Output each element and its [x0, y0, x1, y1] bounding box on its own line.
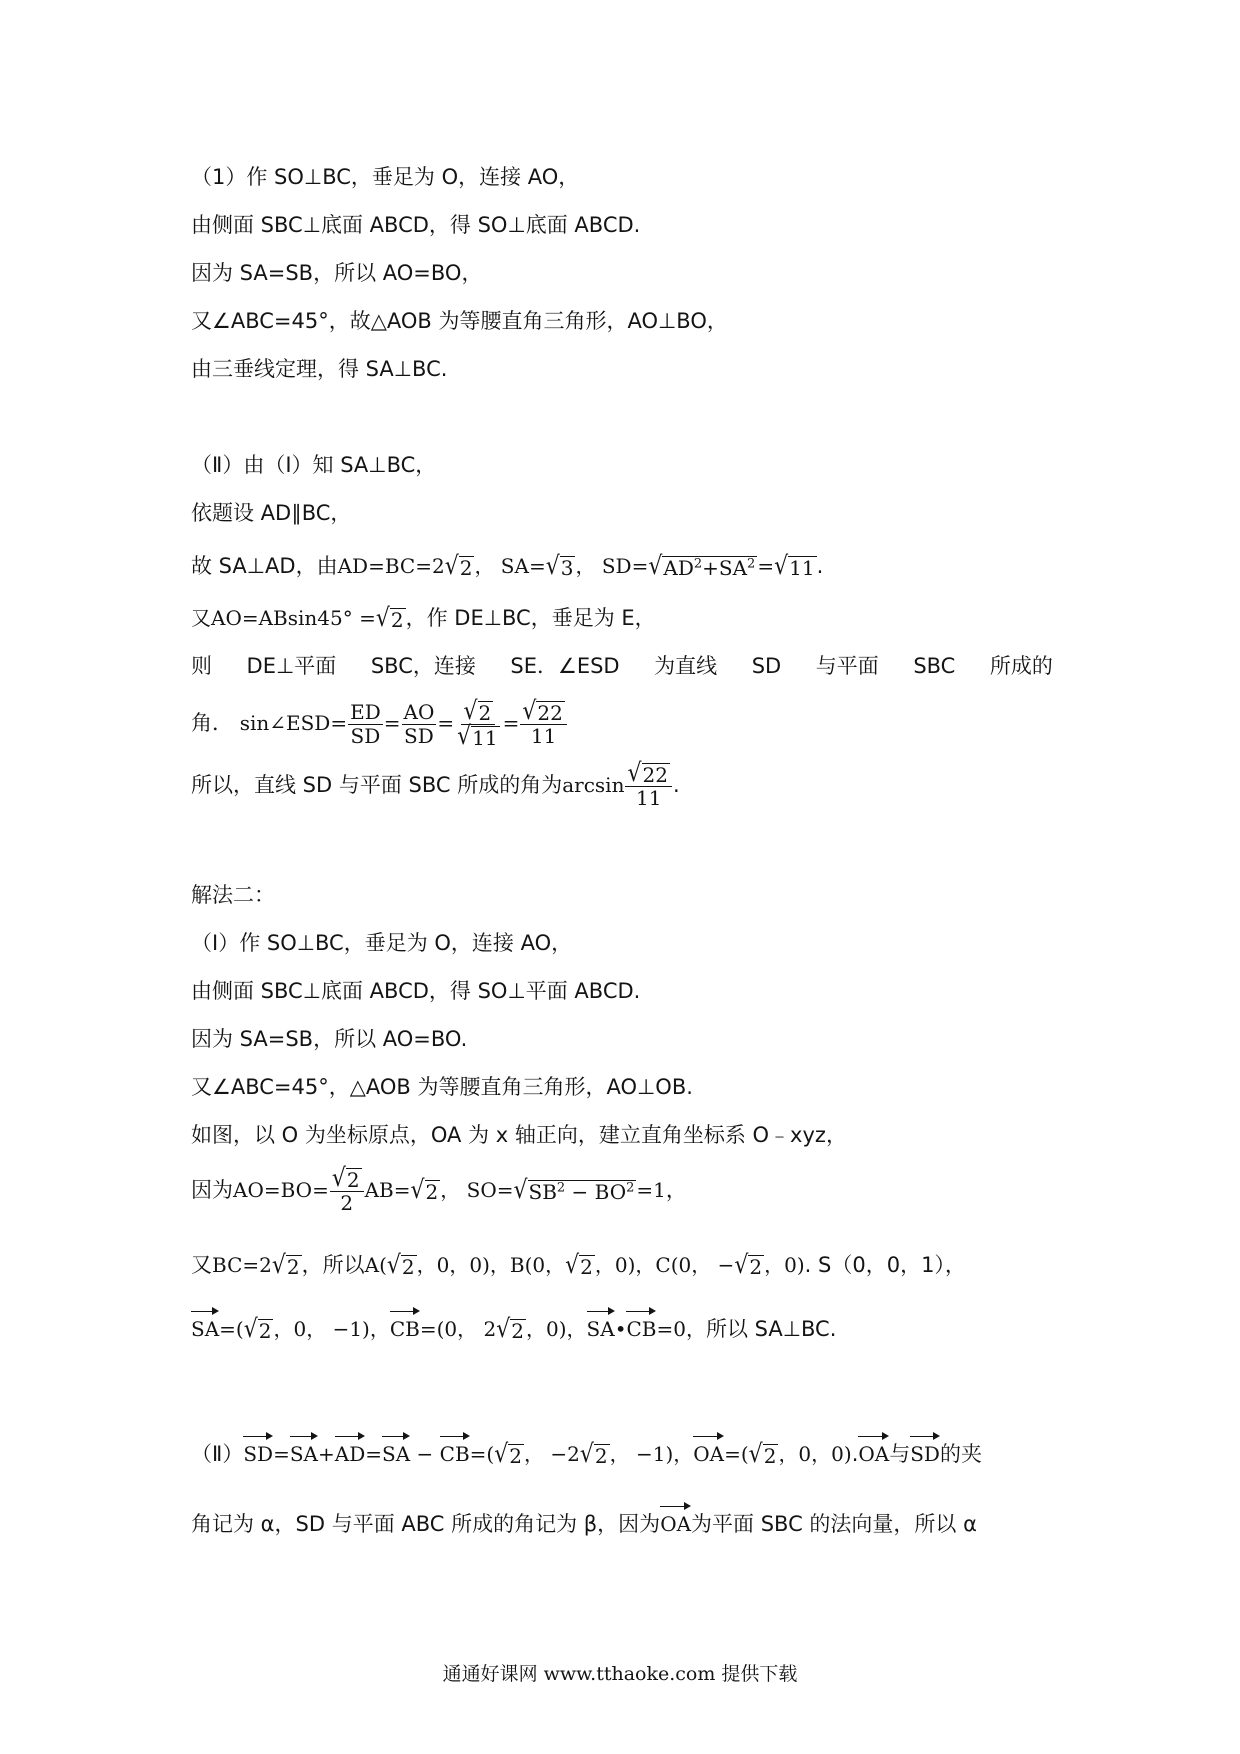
- m2-line-6: 因为AO=BO= √ 2 2 AB= √ 2 ， SO= √ $SB^2 - BO^2$ =1，: [191, 1163, 687, 1215]
- sqrt: √ 3: [545, 551, 574, 581]
- fraction: √ 2 2: [330, 1167, 364, 1215]
- footer-credit: 通通好课网 www.tthaoke.com 提供下载: [442, 1663, 798, 1685]
- vector-sa: SA: [191, 1310, 219, 1344]
- fraction: $\frac{ED}{SD}$: [350, 699, 381, 748]
- s2-line-4: 又AO=ABsin45° = √ 2 ，作 DE⊥BC，垂足为 E，: [191, 603, 656, 633]
- sqrt: √ 2: [271, 1250, 300, 1280]
- s1-line-5: 由三垂线定理，得 SA⊥BC.: [191, 357, 448, 381]
- sqrt: √ 2: [496, 1314, 524, 1344]
- sqrt: √ 2: [565, 1250, 593, 1280]
- s2-line-5: 则 DE⊥平面 SBC，连接 SE．∠ESD 为直线 SD 与平面 SBC 所成的: [191, 654, 1053, 678]
- vector-oa: OA: [660, 1505, 691, 1539]
- fraction: √ 2 √ 11: [457, 696, 498, 751]
- vector-sa: SA: [587, 1310, 615, 1344]
- sqrt: √ 2: [734, 1250, 763, 1280]
- vector-sd: SD: [910, 1435, 940, 1469]
- s2-line-3: 故 SA⊥AD，由AD=BC=2 √ 2 ， SA= √ 3 ， SD= √ $AD^2+SA^2$ = √ 11 .: [191, 551, 824, 581]
- s1-line-2: 由侧面 SBC⊥底面 ABCD，得 SO⊥底面 ABCD.: [191, 213, 641, 237]
- sqrt: √ 2: [748, 1439, 777, 1469]
- m2-line-2: 由侧面 SBC⊥底面 ABCD，得 SO⊥平面 ABCD.: [191, 979, 641, 1003]
- vector-sa: SA: [382, 1435, 410, 1469]
- m2-line-7: 又BC=2 √ 2 ，所以A( √ 2 ，0，0)，B(0， √ 2 ，0)，C(0， − √ 2 ，0). S（0，0，1），: [191, 1250, 966, 1280]
- s2-line-7: 所以，直线 SD 与平面 SBC 所成的角为arcsin √ 22 11 .: [191, 758, 680, 810]
- vector-cb: CB: [390, 1310, 420, 1344]
- vector-oa: OA: [858, 1435, 889, 1469]
- vector-ad: AD: [335, 1435, 365, 1469]
- sqrt: √ 11: [774, 551, 815, 581]
- m2-line-4: 又∠ABC=45°，△AOB 为等腰直角三角形，AO⊥OB.: [191, 1075, 693, 1099]
- fraction: √ 22 11: [520, 700, 566, 748]
- fraction: $\frac{AO}{SD}$: [403, 699, 435, 748]
- s2-line-6: 角． sin∠ESD= $\frac{ED}{SD}$ = $\frac{AO}{SD}$ = √ 2 √ 11 = √ 22 11: [191, 698, 568, 749]
- s1-line-3: 因为 SA=SB，所以 AO=BO，: [191, 261, 483, 285]
- m2-line-3: 因为 SA=SB，所以 AO=BO.: [191, 1027, 468, 1051]
- vector-oa: OA: [693, 1435, 724, 1469]
- sqrt: √ 2: [243, 1314, 272, 1344]
- sqrt: √ $SB^2 - BO^2$: [513, 1175, 635, 1205]
- s2-line-2: 依题设 AD∥BC，: [191, 501, 352, 525]
- sqrt: √ $AD^2+SA^2$: [648, 551, 756, 581]
- sqrt: √ 2: [444, 551, 473, 581]
- vector-sd: SD: [243, 1435, 273, 1469]
- m2-line-10: 角记为 α，SD 与平面 ABC 所成的角记为 β，因为OA为平面 SBC 的法向量，所以 α: [191, 1505, 977, 1539]
- sqrt: √ 2: [375, 603, 404, 633]
- s1-line-1: （1）作 SO⊥BC，垂足为 O，连接 AO，: [191, 165, 580, 189]
- sqrt: √ 2: [410, 1175, 439, 1205]
- fraction: √ 22 11: [625, 762, 671, 810]
- s2-line-1: （Ⅱ）由（Ⅰ）知 SA⊥BC，: [191, 453, 437, 477]
- sqrt: √ 2: [494, 1439, 522, 1469]
- vector-cb: CB: [626, 1310, 656, 1344]
- m2-line-9: （Ⅱ）SD=SA+AD=SA − CB=( √ 2 ， −2 √ 2 ， −1)，OA=( √ 2 ，0，0).OA与SD的夹: [191, 1435, 982, 1469]
- m2-line-1: （Ⅰ）作 SO⊥BC，垂足为 O，连接 AO，: [191, 931, 573, 955]
- sqrt: √ 2: [386, 1250, 415, 1280]
- vector-sa: SA: [290, 1435, 318, 1469]
- sqrt: √ 2: [579, 1439, 608, 1469]
- vector-cb: CB: [440, 1435, 470, 1469]
- m2-line-8: SA=( √ 2 ，0， −1)，CB=(0， 2 √ 2 ，0)，SA•CB=0，所以 SA⊥BC.: [191, 1310, 836, 1344]
- m2-line-5: 如图，以 O 为坐标原点，OA 为 x 轴正向，建立直角坐标系 O﹣xyz，: [191, 1123, 847, 1147]
- s1-line-4: 又∠ABC=45°，故△AOB 为等腰直角三角形，AO⊥BO，: [191, 309, 728, 333]
- method2-title: 解法二：: [191, 883, 275, 907]
